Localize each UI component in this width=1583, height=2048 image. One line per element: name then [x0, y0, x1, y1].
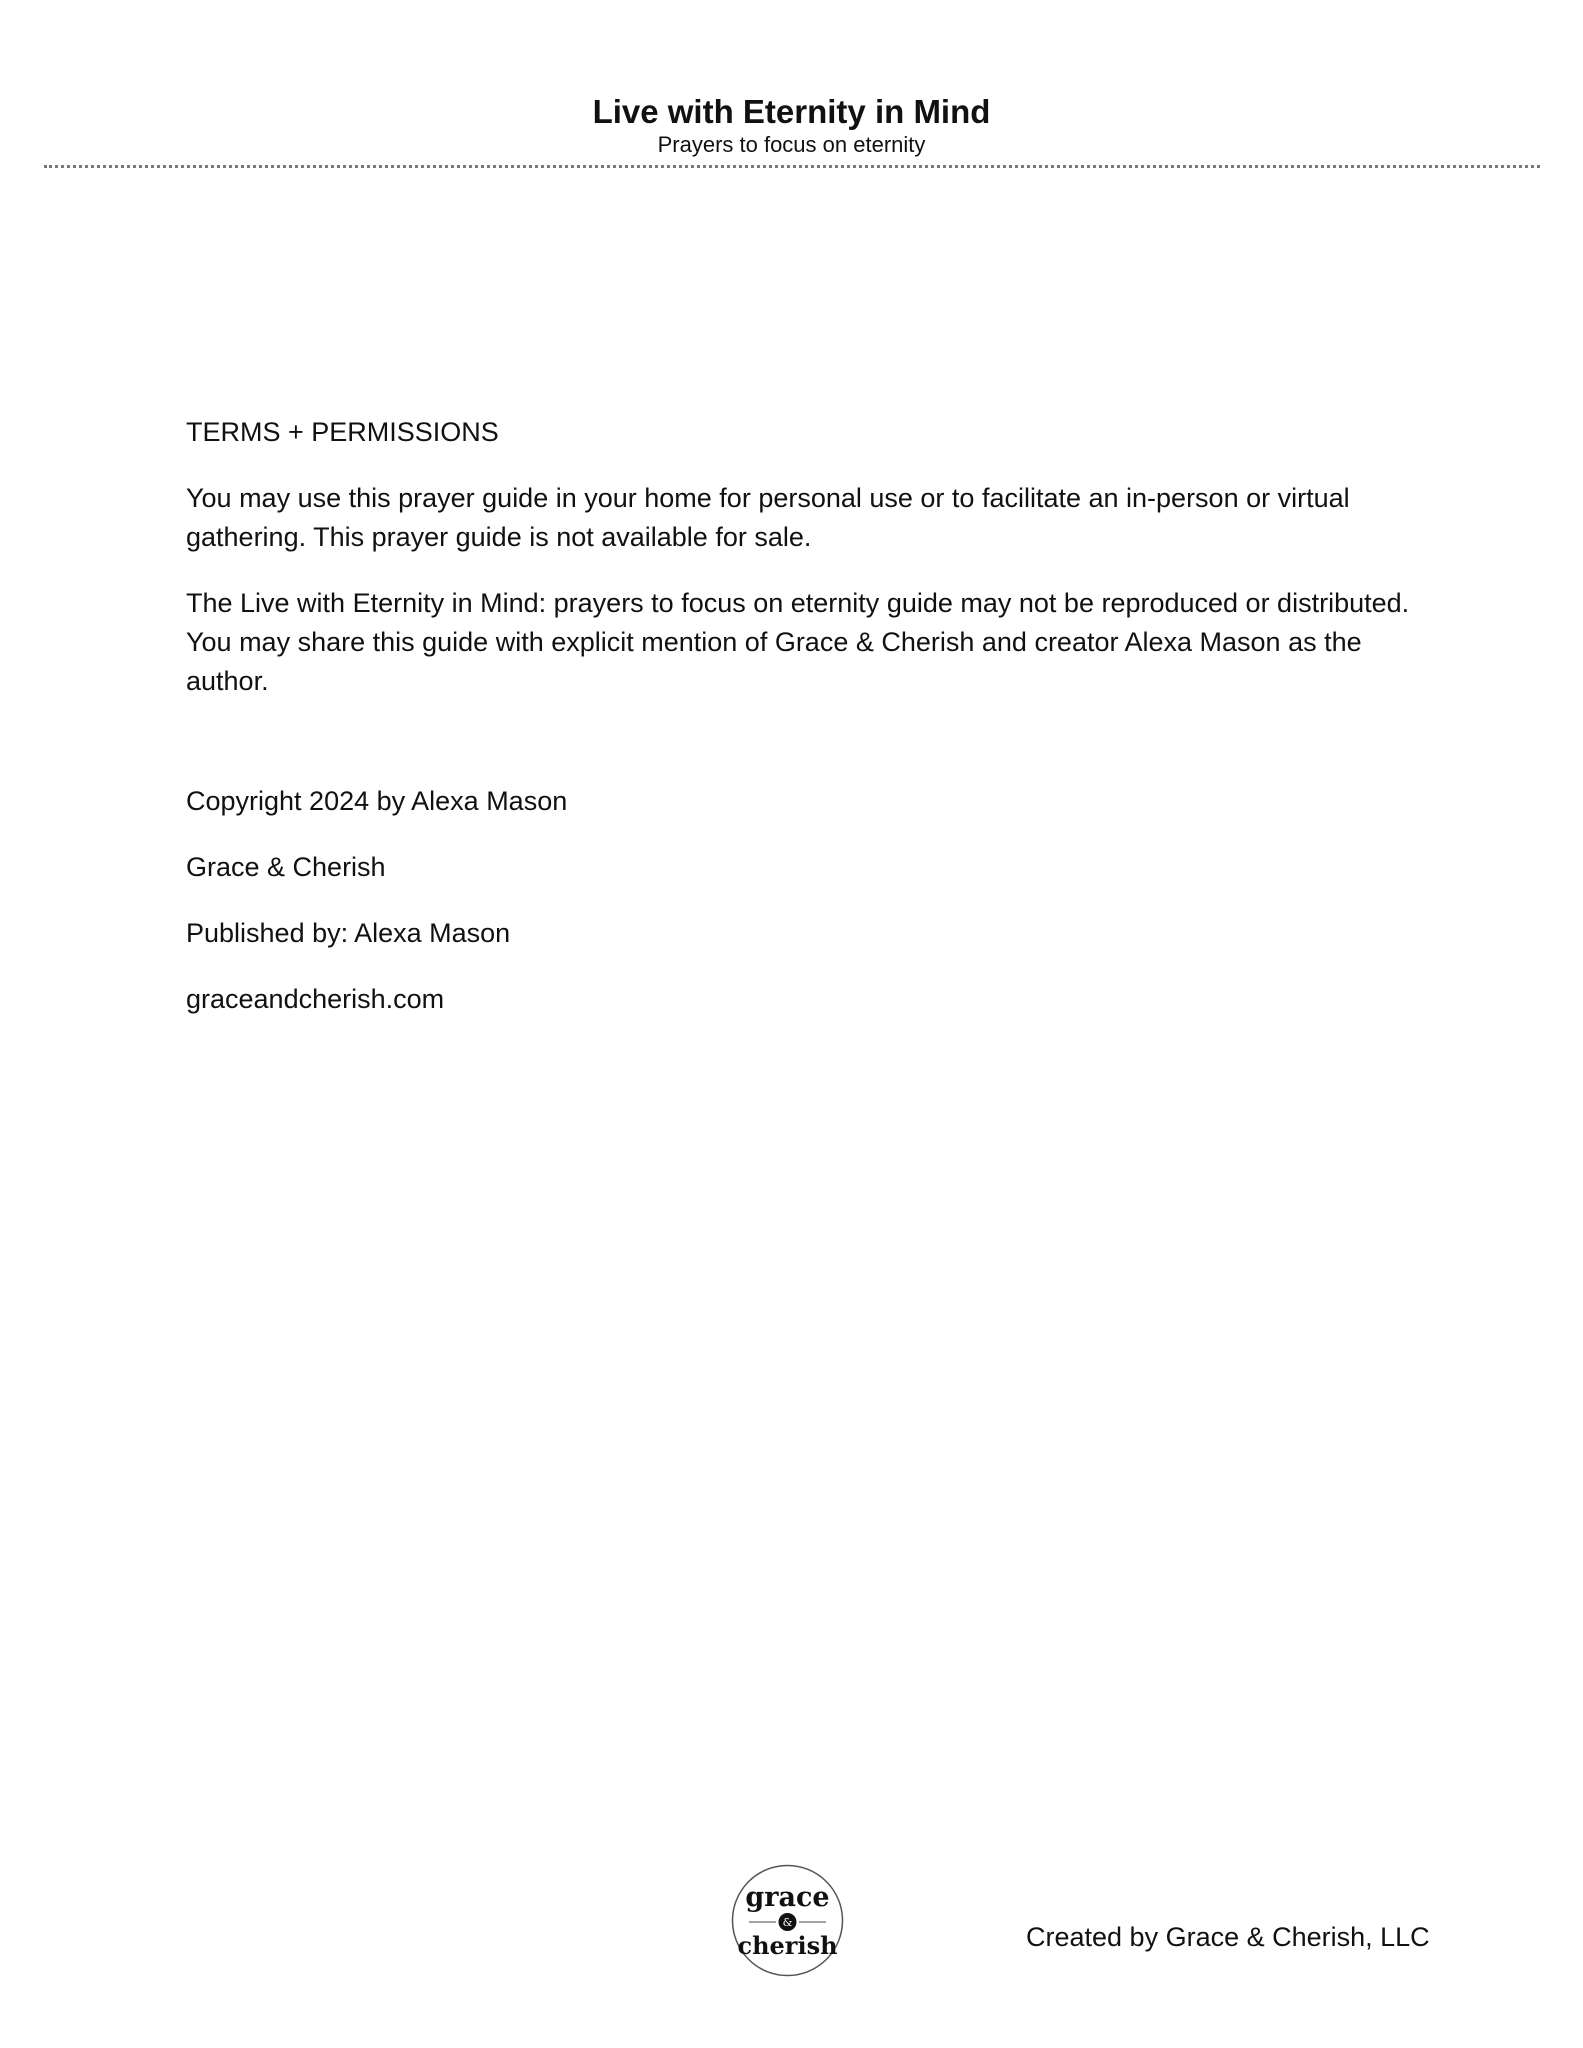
header-divider — [44, 165, 1540, 168]
website-link[interactable]: graceandcherish.com — [186, 984, 445, 1014]
grace-cherish-logo — [731, 1864, 844, 1977]
logo-text-cherish: cherish — [737, 1931, 838, 1960]
page-title: Live with Eternity in Mind — [592, 93, 991, 130]
logo-text-grace: grace — [745, 1882, 830, 1913]
terms-paragraph-usage: You may use this prayer guide in your home for personal use or to facilitate an in-person or virtual gathering. This prayer guide is not available for sale. — [186, 483, 1350, 552]
copyright-line: Copyright 2024 by Alexa Mason — [186, 786, 568, 816]
terms-section — [186, 413, 1416, 1046]
page-subtitle: Prayers to focus on eternity — [657, 132, 926, 157]
section-spacer — [186, 728, 1416, 782]
logo-ampersand: & — [782, 1916, 793, 1929]
terms-heading: TERMS + PERMISSIONS — [186, 417, 499, 447]
publisher-line: Published by: Alexa Mason — [186, 918, 511, 948]
terms-paragraph-distribution: The Live with Eternity in Mind: prayers to focus on eternity guide may not be reproduced or distributed. You may share this guide with explicit mention of Grace & Cherish and creator Alexa Mason as the author. — [186, 588, 1410, 696]
page-header — [0, 92, 1583, 158]
brand-line: Grace & Cherish — [186, 852, 386, 882]
footer-credit: Created by Grace & Cherish, LLC — [1026, 1922, 1430, 1952]
